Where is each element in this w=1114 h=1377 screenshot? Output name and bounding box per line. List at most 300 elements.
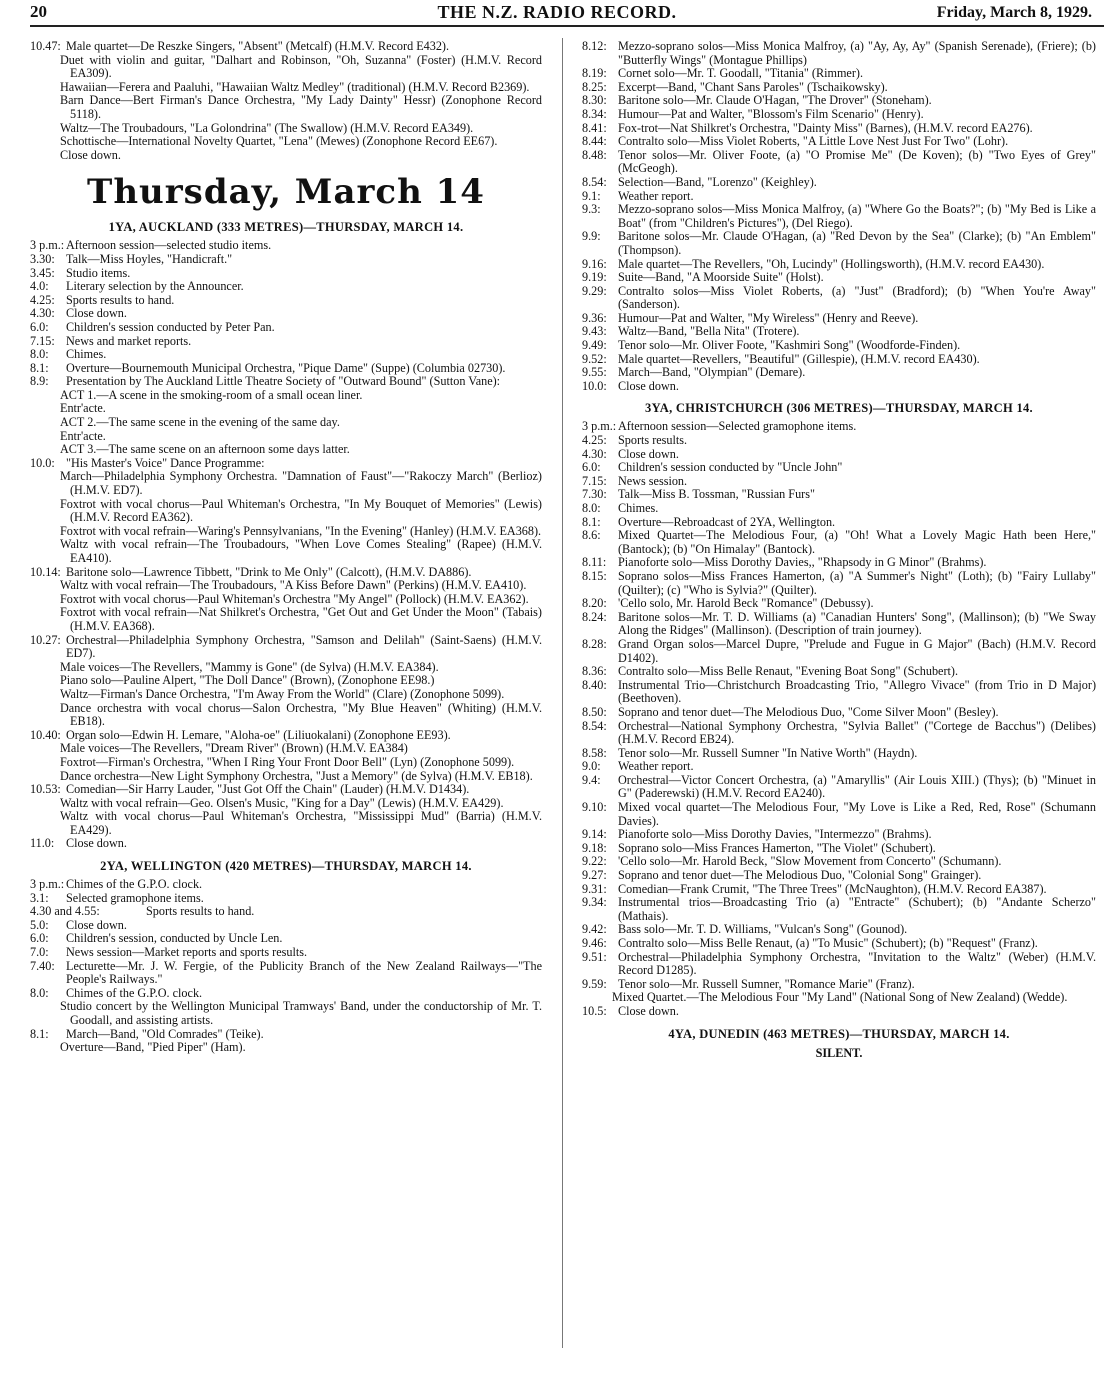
programme-item [582,529,1096,556]
programme-item [582,190,1096,204]
programme-item [30,946,542,960]
programme-text: Studio items. [66,265,131,280]
programme-text: Tenor solo—Mr. Russell Sumner, "Romance Marie" (Franz). [618,976,915,991]
programme-item [30,348,542,362]
programme-item [582,67,1096,81]
programme-time: 4.30: [30,306,55,321]
programme-time: 5.0: [30,917,49,932]
programme-text: Barn Dance—Bert Firman's Dance Orchestra, "My Lady Dainty" Hessr) (Zonophone Record 5118). [60,93,542,121]
programme-item [30,149,542,163]
programme-time: 9.18: [582,840,607,855]
programme-time: 8.28: [582,636,607,651]
programme-item [582,230,1096,257]
programme-item [582,923,1096,937]
station-heading: 3YA, CHRISTCHURCH (306 METRES)—THURSDAY, MARCH 14. [645,401,1033,416]
programme-item [30,1028,542,1042]
programme-time: 9.55: [582,365,607,380]
programme-item [30,878,542,892]
programme-text: Overture—Rebroadcast of 2YA, Wellington. [618,514,836,529]
programme-text: Orchestral—National Symphony Orchestra, "Sylvia Ballet" ("Cortege de Bacchus") (Delibes) (H.M.V. Record EB24). [618,718,1096,747]
programme-text: Chimes of the G.P.O. clock. [66,877,203,892]
programme-text: Orchestral—Philadelphia Symphony Orchestra, "Samson and Delilah" (Saint-Saens) (H.M.V. ED7). [66,632,542,661]
programme-text: Overture—Bournemouth Municipal Orchestra, "Pique Dame" (Suppe) (Columbia 02730). [66,360,506,375]
programme-item [582,203,1096,230]
programme-time: 8.41: [582,120,607,135]
programme-text: Presentation by The Auckland Little Theatre Society of "Outward Bound" (Sutton Vane): [66,374,501,389]
programme-item [30,267,542,281]
programme-text: Baritone solos—Mr. T. D. Williams (a) "Canadian Hunters' Song", (Mallinson); (b) "We Sway Along the Ridges" (Mallinson). (Description of train journey). [618,609,1096,638]
programme-time: 9.34: [582,895,607,910]
programme-time: 8.15: [582,568,607,583]
programme-text: Soprano and tenor duet—The Melodious Duo, "Come Silver Moon" (Besley). [618,704,999,719]
programme-text: Close down. [618,1003,679,1018]
programme-time: 8.34: [582,106,607,121]
programme-item [30,932,542,946]
programme-item [30,756,542,770]
programme-time: 9.36: [582,310,607,325]
publication-title: THE N.Z. RADIO RECORD. [437,2,677,22]
left-column [30,40,542,1055]
programme-text: Contralto solo—Miss Violet Roberts, "A Little Love Nest Just For Two" (Lohr). [618,134,1009,149]
programme-item [582,81,1096,95]
programme-time: 7.0: [30,945,49,960]
programme-time: 3 p.m.: [582,419,617,434]
programme-time: 3.45: [30,265,55,280]
programme-time: 8.30: [582,93,607,108]
programme-time: 9.16: [582,256,607,271]
programme-text: Foxtrot with vocal refrain—Waring's Pennsylvanians, "In the Evening" (Hanley) (H.M.V. EA368). [60,523,542,538]
programme-time: 8.11: [582,555,607,570]
programme-item [582,366,1096,380]
programme-time: 9.27: [582,868,607,883]
programme-item [582,94,1096,108]
programme-text: Pianoforte solo—Miss Dorothy Davies, "Intermezzo" (Brahms). [618,827,932,842]
programme-item [582,434,1096,448]
programme-time: 3.1: [30,890,49,905]
programme-item [582,679,1096,706]
programme-text: Tenor solos—Mr. Oliver Foote, (a) "O Promise Me" (De Koven); (b) "Two Eyes of Grey" (McGeogh). [618,147,1096,176]
programme-item [30,593,542,607]
programme-item [582,325,1096,339]
programme-item [30,402,542,416]
programme-item [30,122,542,136]
programme-text: Mixed Quartet.—The Melodious Four "My Land" (National Song of New Zealand) (Wedde). [612,990,1068,1005]
programme-time: 8.19: [582,66,607,81]
programme-text: Children's session conducted by Peter Pan. [66,319,275,334]
programme-text: ACT 1.—A scene in the smoking-room of a small ocean liner. [60,387,363,402]
programme-time: 8.44: [582,134,607,149]
programme-item [30,321,542,335]
programme-item [30,457,542,471]
programme-text: Close down. [66,306,127,321]
programme-item [582,828,1096,842]
programme-time: 9.46: [582,936,607,950]
programme-item [582,488,1096,502]
programme-text: Orchestral—Philadelphia Symphony Orchestra, "Invitation to the Waltz" (Weber) (H.M.V. Record D1285). [618,949,1096,978]
programme-item [582,108,1096,122]
programme-time: 4.0: [30,279,49,294]
programme-time: 4.30 and 4.55: [30,904,100,919]
programme-time: 8.24: [582,609,607,624]
programme-item [582,638,1096,665]
programme-time: 9.3: [582,202,601,217]
programme-item [582,611,1096,638]
programme-time: 8.48: [582,147,607,162]
station-heading: 2YA, WELLINGTON (420 METRES)—THURSDAY, MARCH 14. [100,859,472,874]
programme-item [582,135,1096,149]
programme-time: 10.0: [30,455,55,470]
programme-item [30,416,542,430]
programme-text: March—Band, "Old Comrades" (Teike). [66,1026,264,1041]
programme-text: Waltz with vocal refrain—Geo. Olsen's Music, "King for a Day" (Lewis) (H.M.V. EA429). [60,795,504,810]
programme-item [30,770,542,784]
programme-text: Dance orchestra with vocal chorus—Salon Orchestra, "My Blue Heaven" (Whiting) (H.M.V. EB18). [60,700,542,729]
programme-text: News session. [618,473,688,488]
programme-time: 10.53: [30,782,61,797]
programme-text: Afternoon session—Selected gramophone items. [618,419,857,434]
programme-time: 9.0: [582,759,601,774]
programme-text: 'Cello solo—Mr. Harold Beck, "Slow Movement from Concerto" (Schumann). [618,854,1002,869]
programme-item [582,285,1096,312]
programme-text: Foxtrot with vocal chorus—Paul Whiteman's Orchestra "My Angel" (Pollock) (H.M.V. EA362). [60,591,529,606]
programme-time: 8.12: [582,39,607,53]
programme-time: 8.40: [582,677,607,692]
programme-text: Chimes of the G.P.O. clock. [66,985,203,1000]
programme-text: Entr'acte. [60,401,106,416]
programme-time: 8.54: [582,718,607,733]
programme-text: Pianoforte solo—Miss Dorothy Davies,, "Rhapsody in G Minor" (Brahms). [618,555,987,570]
programme-time: 9.14: [582,827,607,842]
programme-text: Waltz—Firman's Dance Orchestra, "I'm Away From the World" (Clare) (Zonophone 5099). [60,686,505,701]
programme-text: News session—Market reports and sports results. [66,945,308,960]
programme-text: Dance orchestra—New Light Symphony Orchestra, "Just a Memory" (de Sylva) (H.M.V. EB18). [60,768,533,783]
programme-time: 8.9: [30,374,49,389]
programme-text: Mixed Quartet—The Melodious Four, (a) "Oh! What a Lovely Magic Hath been Here," (Bantock); (b) "On Himalay" (Bantock). [618,528,1096,556]
programme-item [582,461,1096,475]
programme-text: Selection—Band, "Lorenzo" (Keighley). [618,174,817,189]
programme-text: Baritone solo—Mr. Claude O'Hagan, "The Drover" (Stoneham). [618,93,932,108]
programme-text: Suite—Band, "A Moorside Suite" (Holst). [618,270,824,285]
programme-item [30,892,542,906]
programme-item [582,556,1096,570]
programme-item [582,1005,1096,1019]
programme-text: Tenor solo—Mr. Oliver Foote, "Kashmiri Song" (Woodforde-Finden). [618,338,961,353]
programme-item [582,353,1096,367]
programme-item [582,774,1096,801]
station-heading: 1YA, AUCKLAND (333 METRES)—THURSDAY, MARCH 14. [108,220,464,235]
programme-item [30,253,542,267]
programme-time: 10.27: [30,632,61,647]
programme-item [582,176,1096,190]
programme-text: Children's session conducted by "Uncle John" [618,460,843,475]
programme-item [30,674,542,688]
programme-item [582,720,1096,747]
programme-time: 8.58: [582,745,607,760]
programme-text: Baritone solo—Lawrence Tibbett, "Drink to Me Only" (Calcott), (H.M.V. DA886). [66,564,472,579]
programme-text: Male quartet—Revellers, "Beautiful" (Gillespie), (H.M.V. record EA430). [618,351,980,366]
programme-text: Male voices—The Revellers, "Mammy is Gone" (de Sylva) (H.M.V. EA384). [60,659,439,674]
programme-item [582,122,1096,136]
programme-text: ACT 2.—The same scene in the evening of the same day. [60,415,340,430]
programme-text: Contralto solos—Miss Violet Roberts, (a) "Just" (Bradford); (b) "When You're Away" (Sanderson). [618,283,1096,312]
programme-item [30,470,542,497]
programme-item [30,538,542,565]
programme-text: Tenor solo—Mr. Russell Sumner "In Native Worth" (Haydn). [618,745,918,760]
programme-time: 3 p.m.: [30,238,65,253]
programme-item [582,883,1096,897]
programme-item [582,706,1096,720]
programme-text: Entr'acte. [60,428,106,443]
programme-item [30,294,542,308]
programme-item [30,661,542,675]
programme-text: Male quartet—De Reszke Singers, "Absent" (Metcalf) (H.M.V. Record E432). [66,39,450,53]
programme-item [30,606,542,633]
programme-item [582,271,1096,285]
programme-text: Grand Organ solos—Marcel Dupre, "Prelude and Fugue in G Major" (Bach) (H.M.V. Record D1402). [618,636,1096,665]
programme-text: Schottische—International Novelty Quartet, "Lena" (Mewes) (Zonophone Record EE67). [60,134,498,149]
programme-item [30,742,542,756]
programme-time: 6.0: [30,931,49,946]
programme-text: Close down. [618,378,679,393]
programme-time: 9.29: [582,283,607,298]
programme-item [30,1041,542,1055]
programme-item [582,951,1096,978]
programme-item [582,312,1096,326]
programme-item [30,280,542,294]
programme-text: Male voices—The Revellers, "Dream River" (Brown) (H.M.V. EA384) [60,741,408,756]
programme-text: Contralto solo—Miss Belle Renaut, "Evening Boat Song" (Schubert). [618,664,958,679]
programme-text: Chimes. [66,347,107,362]
programme-text: Soprano solo—Miss Frances Hamerton, "The Violet" (Schubert). [618,840,936,855]
programme-item [30,430,542,444]
programme-text: Humour—Pat and Walter, "My Wireless" (Henry and Reeve). [618,310,919,325]
programme-item [30,837,542,851]
programme-time: 3 p.m.: [30,877,65,892]
programme-item [30,1000,542,1027]
programme-text: Mixed vocal quartet—The Melodious Four, "My Love is Like a Red, Red, Rose" (Schumann Davies). [618,800,1096,828]
programme-time: 9.51: [582,949,607,964]
programme-item [582,420,1096,434]
programme-time: 10.0: [582,378,607,393]
programme-time: 9.52: [582,351,607,366]
programme-item [30,81,542,95]
programme-item [582,747,1096,761]
programme-time: 8.25: [582,79,607,94]
programme-time: 9.42: [582,922,607,937]
programme-text: Hawaiian—Ferera and Paaluhi, "Hawaiian Waltz Medley" (traditional) (H.M.V. Record B2369). [60,79,530,94]
programme-item [30,960,542,987]
programme-time: 10.40: [30,727,61,742]
programme-time: 7.30: [582,487,607,502]
programme-text: Weather report. [618,759,694,774]
programme-time: 8.1: [30,360,49,375]
programme-time: 8.1: [582,514,601,529]
programme-text: Waltz with vocal refrain—The Troubadours, "When Love Comes Stealing" (Rapee) (H.M.V. EA410). [60,537,542,565]
programme-text: Comedian—Frank Crumit, "The Three Trees" (McNaughton), (H.M.V. Record EA387). [618,881,1047,896]
programme-item [582,258,1096,272]
programme-item [30,54,542,81]
programme-text: Foxtrot—Firman's Orchestra, "When I Ring Your Front Door Bell" (Lyn) (Zonophone 5099). [60,754,515,769]
programme-item [30,525,542,539]
programme-item [582,339,1096,353]
programme-text: Waltz with vocal chorus—Paul Whiteman's Orchestra, "Mississippi Mud" (Barria) (H.M.V. EA429). [60,809,542,837]
programme-item [582,665,1096,679]
programme-text: Selected gramophone items. [66,890,204,905]
programme-text: Organ solo—Edwin H. Lemare, "Aloha-oe" (Liliuokalani) (Zonophone EE93). [66,727,451,742]
programme-time: 10.47: [30,39,61,53]
programme-item [30,810,542,837]
programme-item [30,919,542,933]
programme-item [582,978,1096,992]
programme-text: Foxtrot with vocal refrain—Nat Shilkret's Orchestra, "Get Out and Get Under the Moon" (Tabais) (H.M.V. EA368). [60,605,542,633]
programme-item [582,448,1096,462]
programme-item [30,797,542,811]
programme-time: 10.14: [30,564,61,579]
programme-item [582,516,1096,530]
programme-time: 8.6: [582,528,601,543]
programme-time: 9.10: [582,800,607,815]
programme-text: Waltz—Band, "Bella Nita" (Trotere). [618,324,800,339]
programme-item [30,375,542,389]
right-column [582,40,1096,1063]
programme-time: 8.0: [30,347,49,362]
programme-time: 4.25: [582,433,607,448]
programme-item [582,855,1096,869]
programme-text: Lecturette—Mr. J. W. Fergie, of the Publicity Branch of the New Zealand Railways—"The People's Railways." [66,958,542,987]
programme-text: Foxtrot with vocal chorus—Paul Whiteman's Orchestra, "In My Bouquet of Memories" (Lewis) (H.M.V. Record EA362). [60,496,542,525]
programme-item [30,579,542,593]
programme-item [30,135,542,149]
programme-item [582,570,1096,597]
programme-item [30,498,542,525]
programme-time: 9.49: [582,338,607,353]
programme-text: Literary selection by the Announcer. [66,279,244,294]
programme-time: 7.15: [30,333,55,348]
day-heading: Thursday, March 14 [87,172,485,213]
programme-text: Waltz with vocal refrain—The Troubadours, "A Kiss Before Dawn" (Perkins) (H.M.V. EA410). [60,578,527,593]
programme-item [30,335,542,349]
programme-item [30,40,542,54]
programme-item [30,987,542,1001]
column-divider [562,38,563,1348]
programme-time: 6.0: [30,319,49,334]
programme-time: 6.0: [582,460,601,475]
programme-item [582,760,1096,774]
programme-time: 8.20: [582,596,607,611]
programme-item [582,801,1096,828]
programme-text: Afternoon session—selected studio items. [66,238,272,253]
programme-time: 9.59: [582,976,607,991]
programme-time: 9.31: [582,881,607,896]
programme-text: News and market reports. [66,333,192,348]
programme-text: Bass solo—Mr. T. D. Williams, "Vulcan's Song" (Gounod). [618,922,908,937]
programme-time: 8.36: [582,664,607,679]
programme-item [30,688,542,702]
programme-time: 8.1: [30,1026,49,1041]
programme-text: Talk—Miss B. Tossman, "Russian Furs" [618,487,815,502]
programme-item [30,362,542,376]
programme-item [582,40,1096,67]
programme-text: Soprano and tenor duet—The Melodious Duo, "Colonial Song" Grainger). [618,868,982,883]
programme-text: Fox-trot—Nat Shilkret's Orchestra, "Dainty Miss" (Barnes), (H.M.V. record EA276). [618,120,1033,135]
programme-time: 3.30: [30,251,55,266]
station-heading: 4YA, DUNEDIN (463 METRES)—THURSDAY, MARCH 14. [668,1026,1010,1041]
programme-time: 9.22: [582,854,607,869]
programme-text: Humour—Pat and Walter, "Blossom's Film Scenario" (Henry). [618,106,924,121]
programme-time: 8.50: [582,704,607,719]
programme-time: 8.0: [582,501,601,515]
programme-item [582,149,1096,176]
programme-item [30,905,542,919]
programme-text: March—Philadelphia Symphony Orchestra. "Damnation of Faust"—"Rakoczy March" (Berlioz) (H.M.V. ED7). [60,469,542,498]
page-header [0,0,1114,32]
programme-item [582,991,1096,1005]
programme-item [582,380,1096,394]
programme-item [582,937,1096,951]
programme-item [30,783,542,797]
programme-text: Close down. [66,917,127,932]
programme-text: Sports results to hand. [66,292,175,307]
programme-text: ACT 3.—The same scene on an afternoon some days latter. [60,442,350,457]
programme-time: 9.19: [582,270,607,285]
programme-text: "His Master's Voice" Dance Programme: [66,455,265,470]
programme-text: Close down. [60,147,121,162]
programme-text: March—Band, "Olympian" (Demare). [618,365,806,380]
programme-item [582,842,1096,856]
programme-item [582,502,1096,516]
programme-text: Comedian—Sir Harry Lauder, "Just Got Off the Chain" (Lauder) (H.M.V. D1434). [66,782,470,797]
page-number: 20 [30,2,47,21]
programme-text: Talk—Miss Hoyles, "Handicraft." [66,251,233,266]
programme-time: 8.0: [30,985,49,1000]
programme-text: Instrumental Trio—Christchurch Broadcasting Trio, "Allegro Vivace" (from Trio in D Major) (Beethoven). [618,677,1096,706]
programme-text: Close down. [618,446,679,461]
programme-text: Sports results to hand. [146,904,255,919]
programme-item [30,389,542,403]
programme-text: Orchestral—Victor Concert Orchestra, (a) "Amaryllis" (Air Louis XIII.) (Thys); (b) "Minuet in G" (Paderewski) (H.M.V. Record EA240). [618,772,1096,801]
programme-item [30,443,542,457]
programme-item [30,729,542,743]
programme-text: Instrumental trios—Broadcasting Trio (a) "Entracte" (Schubert); (b) "Andante Scherzo" (Mathais). [618,895,1096,923]
programme-item [30,634,542,661]
programme-text: Children's session, conducted by Uncle Len. [66,931,283,946]
programme-time: 10.5: [582,1003,607,1018]
programme-text: Close down. [66,836,127,851]
programme-item [582,896,1096,923]
programme-text: Weather report. [618,188,694,203]
programme-item [30,702,542,729]
programme-text: Studio concert by the Wellington Municipal Tramways' Band, under the conductorship of Mr. T. Goodall, and assisting artists. [60,999,542,1027]
programme-text: Waltz—The Troubadours, "La Golondrina" (The Swallow) (H.M.V. Record EA349). [60,120,474,135]
programme-text: Piano solo—Pauline Alpert, "The Doll Dance" (Brown), (Zonophone EE98.) [60,673,435,688]
programme-item [582,869,1096,883]
programme-text: Cornet solo—Mr. T. Goodall, "Titania" (Rimmer). [618,66,863,81]
programme-time: 7.40: [30,958,55,973]
issue-date: Friday, March 8, 1929. [936,4,1092,21]
programme-text: Chimes. [618,501,659,515]
programme-item [30,307,542,321]
silent-notice: SILENT. [815,1045,863,1060]
programme-text: Excerpt—Band, "Chant Sans Paroles" (Tschaikowsky). [618,79,888,94]
programme-time: 4.30: [582,446,607,461]
programme-time: 4.25: [30,292,55,307]
programme-text: 'Cello solo, Mr. Harold Beck "Romance" (Debussy). [618,596,874,611]
programme-text: Sports results. [618,433,688,448]
programme-time: 9.43: [582,324,607,339]
programme-item [582,597,1096,611]
programme-time: 7.15: [582,473,607,488]
programme-text: Contralto solo—Miss Belle Renaut, (a) "To Music" (Schubert); (b) "Request" (Franz). [618,936,1038,950]
